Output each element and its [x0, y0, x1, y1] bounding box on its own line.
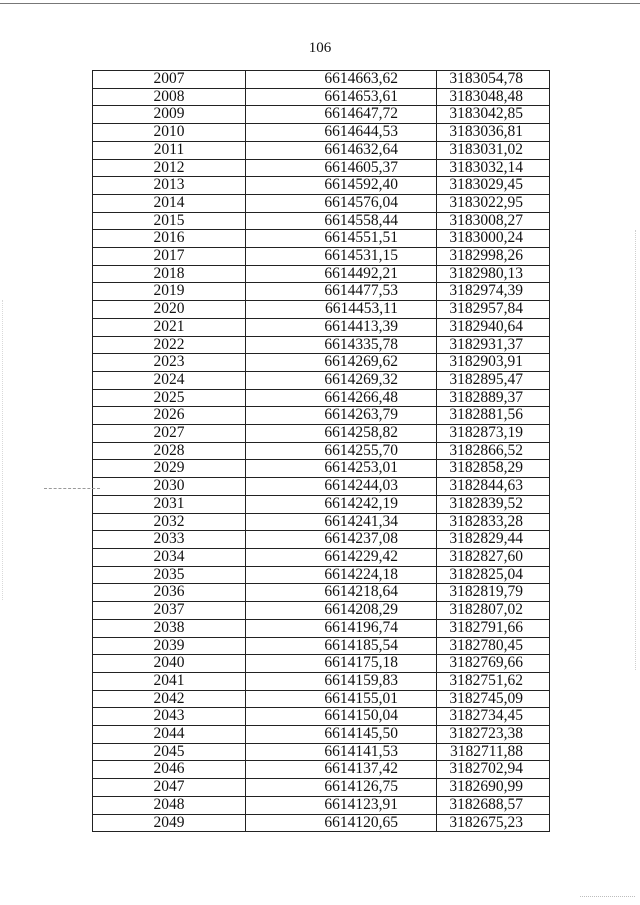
x-coordinate-cell: 6614413,39 — [246, 318, 437, 336]
y-coordinate-cell: 3182833,28 — [437, 513, 550, 531]
x-coordinate-cell: 6614150,04 — [246, 708, 437, 726]
point-number-cell: 2046 — [93, 761, 246, 779]
point-number-cell: 2021 — [93, 318, 246, 336]
y-coordinate-cell: 3182780,45 — [437, 637, 550, 655]
point-number-cell: 2010 — [93, 124, 246, 142]
x-coordinate-cell: 6614255,70 — [246, 442, 437, 460]
point-number-cell: 2031 — [93, 495, 246, 513]
y-coordinate-cell: 3183042,85 — [437, 106, 550, 124]
y-coordinate-cell: 3182769,66 — [437, 655, 550, 673]
point-number-cell: 2012 — [93, 159, 246, 177]
y-coordinate-cell: 3182807,02 — [437, 602, 550, 620]
x-coordinate-cell: 6614263,79 — [246, 407, 437, 425]
x-coordinate-cell: 6614253,01 — [246, 460, 437, 478]
x-coordinate-cell: 6614477,53 — [246, 283, 437, 301]
y-coordinate-cell: 3182903,91 — [437, 354, 550, 372]
table-row — [93, 460, 550, 478]
point-number-cell: 2032 — [93, 513, 246, 531]
x-coordinate-cell: 6614141,53 — [246, 743, 437, 761]
x-coordinate-cell: 6614266,48 — [246, 389, 437, 407]
y-coordinate-cell: 3182675,23 — [437, 814, 550, 832]
point-number-cell: 2037 — [93, 602, 246, 620]
table-row — [93, 584, 550, 602]
x-coordinate-cell: 6614558,44 — [246, 212, 437, 230]
table-row — [93, 761, 550, 779]
x-coordinate-cell: 6614224,18 — [246, 566, 437, 584]
y-coordinate-cell: 3182745,09 — [437, 690, 550, 708]
point-number-cell: 2045 — [93, 743, 246, 761]
point-number-cell: 2018 — [93, 265, 246, 283]
x-coordinate-cell: 6614237,08 — [246, 531, 437, 549]
x-coordinate-cell: 6614335,78 — [246, 336, 437, 354]
y-coordinate-cell: 3183008,27 — [437, 212, 550, 230]
point-number-cell: 2038 — [93, 619, 246, 637]
point-number-cell: 2033 — [93, 531, 246, 549]
y-coordinate-cell: 3182711,88 — [437, 743, 550, 761]
left-edge-scan-marks — [2, 300, 4, 600]
table-row — [93, 743, 550, 761]
table-row — [93, 690, 550, 708]
table-row — [93, 796, 550, 814]
x-coordinate-cell: 6614269,32 — [246, 371, 437, 389]
x-coordinate-cell: 6614120,65 — [246, 814, 437, 832]
table-body — [93, 71, 550, 832]
x-coordinate-cell: 6614123,91 — [246, 796, 437, 814]
x-coordinate-cell: 6614126,75 — [246, 779, 437, 797]
x-coordinate-cell: 6614653,61 — [246, 88, 437, 106]
x-coordinate-cell: 6614632,64 — [246, 141, 437, 159]
y-coordinate-cell: 3182734,45 — [437, 708, 550, 726]
y-coordinate-cell: 3182895,47 — [437, 371, 550, 389]
point-number-cell: 2016 — [93, 230, 246, 248]
x-coordinate-cell: 6614241,34 — [246, 513, 437, 531]
y-coordinate-cell: 3183036,81 — [437, 124, 550, 142]
y-coordinate-cell: 3182980,13 — [437, 265, 550, 283]
point-number-cell: 2029 — [93, 460, 246, 478]
point-number-cell: 2040 — [93, 655, 246, 673]
table-row — [93, 248, 550, 266]
y-coordinate-cell: 3182873,19 — [437, 425, 550, 443]
y-coordinate-cell: 3182889,37 — [437, 389, 550, 407]
y-coordinate-cell: 3183000,24 — [437, 230, 550, 248]
table-row — [93, 230, 550, 248]
x-coordinate-cell: 6614159,83 — [246, 672, 437, 690]
x-coordinate-cell: 6614218,64 — [246, 584, 437, 602]
table-row — [93, 566, 550, 584]
table-row — [93, 708, 550, 726]
x-coordinate-cell: 6614208,29 — [246, 602, 437, 620]
point-number-cell: 2013 — [93, 177, 246, 195]
point-number-cell: 2039 — [93, 637, 246, 655]
table-row — [93, 71, 550, 89]
point-number-cell: 2025 — [93, 389, 246, 407]
table-row — [93, 212, 550, 230]
x-coordinate-cell: 6614663,62 — [246, 71, 437, 89]
y-coordinate-cell: 3183032,14 — [437, 159, 550, 177]
point-number-cell: 2008 — [93, 88, 246, 106]
page-number: 106 — [308, 40, 332, 56]
point-number-cell: 2041 — [93, 672, 246, 690]
point-number-cell: 2043 — [93, 708, 246, 726]
point-number-cell: 2017 — [93, 248, 246, 266]
point-number-cell: 2022 — [93, 336, 246, 354]
y-coordinate-cell: 3182791,66 — [437, 619, 550, 637]
y-coordinate-cell: 3183048,48 — [437, 88, 550, 106]
table-row — [93, 88, 550, 106]
table-row — [93, 637, 550, 655]
y-coordinate-cell: 3182940,64 — [437, 318, 550, 336]
point-number-cell: 2036 — [93, 584, 246, 602]
x-coordinate-cell: 6614242,19 — [246, 495, 437, 513]
table-row — [93, 602, 550, 620]
table-row — [93, 425, 550, 443]
point-number-cell: 2027 — [93, 425, 246, 443]
y-coordinate-cell: 3182844,63 — [437, 478, 550, 496]
x-coordinate-cell: 6614592,40 — [246, 177, 437, 195]
table-row — [93, 655, 550, 673]
point-number-cell: 2014 — [93, 194, 246, 212]
y-coordinate-cell: 3183029,45 — [437, 177, 550, 195]
y-coordinate-cell: 3182858,29 — [437, 460, 550, 478]
y-coordinate-cell: 3182702,94 — [437, 761, 550, 779]
point-number-cell: 2030 — [93, 478, 246, 496]
table-row — [93, 301, 550, 319]
top-edge-line — [0, 3, 640, 4]
table-row — [93, 531, 550, 549]
x-coordinate-cell: 6614644,53 — [246, 124, 437, 142]
x-coordinate-cell: 6614229,42 — [246, 548, 437, 566]
point-number-cell: 2019 — [93, 283, 246, 301]
point-number-cell: 2049 — [93, 814, 246, 832]
y-coordinate-cell: 3182825,04 — [437, 566, 550, 584]
point-number-cell: 2024 — [93, 371, 246, 389]
right-edge-scan-marks — [635, 230, 637, 670]
point-number-cell: 2035 — [93, 566, 246, 584]
y-coordinate-cell: 3182827,60 — [437, 548, 550, 566]
bottom-scan-mark — [580, 896, 635, 897]
x-coordinate-cell: 6614244,03 — [246, 478, 437, 496]
x-coordinate-cell: 6614269,62 — [246, 354, 437, 372]
table-row — [93, 141, 550, 159]
table-row — [93, 336, 550, 354]
y-coordinate-cell: 3182751,62 — [437, 672, 550, 690]
table-row — [93, 194, 550, 212]
table-row — [93, 407, 550, 425]
table-row — [93, 265, 550, 283]
x-coordinate-cell: 6614137,42 — [246, 761, 437, 779]
point-number-cell: 2047 — [93, 779, 246, 797]
table-row — [93, 779, 550, 797]
table-row — [93, 726, 550, 744]
y-coordinate-cell: 3182931,37 — [437, 336, 550, 354]
point-number-cell: 2020 — [93, 301, 246, 319]
point-number-cell: 2028 — [93, 442, 246, 460]
point-number-cell: 2026 — [93, 407, 246, 425]
x-coordinate-cell: 6614492,21 — [246, 265, 437, 283]
table-row — [93, 177, 550, 195]
point-number-cell: 2007 — [93, 71, 246, 89]
y-coordinate-cell: 3182819,79 — [437, 584, 550, 602]
y-coordinate-cell: 3182829,44 — [437, 531, 550, 549]
y-coordinate-cell: 3182881,56 — [437, 407, 550, 425]
coordinates-table — [92, 70, 550, 832]
y-coordinate-cell: 3182690,99 — [437, 779, 550, 797]
y-coordinate-cell: 3182839,52 — [437, 495, 550, 513]
y-coordinate-cell: 3183022,95 — [437, 194, 550, 212]
table-row — [93, 389, 550, 407]
y-coordinate-cell: 3182688,57 — [437, 796, 550, 814]
table-row — [93, 548, 550, 566]
x-coordinate-cell: 6614647,72 — [246, 106, 437, 124]
x-coordinate-cell: 6614531,15 — [246, 248, 437, 266]
x-coordinate-cell: 6614453,11 — [246, 301, 437, 319]
y-coordinate-cell: 3182723,38 — [437, 726, 550, 744]
point-number-cell: 2044 — [93, 726, 246, 744]
margin-scan-mark — [44, 488, 100, 489]
y-coordinate-cell: 3183054,78 — [437, 71, 550, 89]
x-coordinate-cell: 6614145,50 — [246, 726, 437, 744]
table-row — [93, 106, 550, 124]
table-row — [93, 318, 550, 336]
point-number-cell: 2015 — [93, 212, 246, 230]
y-coordinate-cell: 3182998,26 — [437, 248, 550, 266]
table-row — [93, 159, 550, 177]
table-row — [93, 124, 550, 142]
y-coordinate-cell: 3182974,39 — [437, 283, 550, 301]
point-number-cell: 2048 — [93, 796, 246, 814]
x-coordinate-cell: 6614175,18 — [246, 655, 437, 673]
table-row — [93, 354, 550, 372]
table-row — [93, 495, 550, 513]
y-coordinate-cell: 3182957,84 — [437, 301, 550, 319]
table-row — [93, 442, 550, 460]
table-row — [93, 513, 550, 531]
x-coordinate-cell: 6614185,54 — [246, 637, 437, 655]
table-row — [93, 283, 550, 301]
table-row — [93, 814, 550, 832]
x-coordinate-cell: 6614551,51 — [246, 230, 437, 248]
table-row — [93, 371, 550, 389]
table-row — [93, 619, 550, 637]
point-number-cell: 2011 — [93, 141, 246, 159]
point-number-cell: 2023 — [93, 354, 246, 372]
point-number-cell: 2042 — [93, 690, 246, 708]
point-number-cell: 2009 — [93, 106, 246, 124]
table-row — [93, 672, 550, 690]
point-number-cell: 2034 — [93, 548, 246, 566]
x-coordinate-cell: 6614605,37 — [246, 159, 437, 177]
x-coordinate-cell: 6614576,04 — [246, 194, 437, 212]
table-row — [93, 478, 550, 496]
x-coordinate-cell: 6614155,01 — [246, 690, 437, 708]
x-coordinate-cell: 6614258,82 — [246, 425, 437, 443]
y-coordinate-cell: 3182866,52 — [437, 442, 550, 460]
y-coordinate-cell: 3183031,02 — [437, 141, 550, 159]
x-coordinate-cell: 6614196,74 — [246, 619, 437, 637]
